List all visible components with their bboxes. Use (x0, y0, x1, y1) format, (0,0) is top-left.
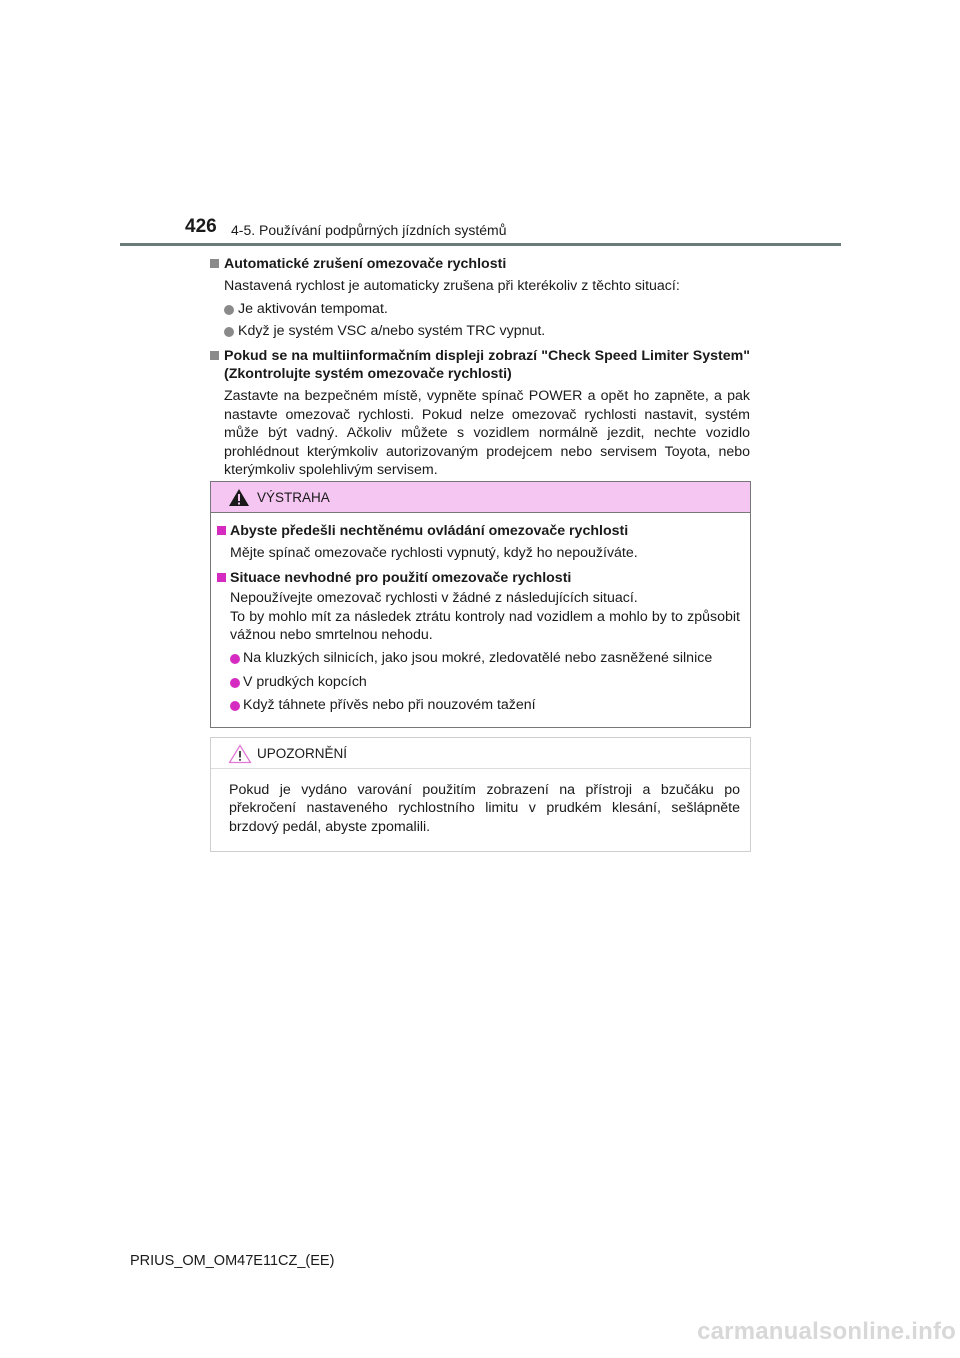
square-bullet-icon (217, 526, 226, 535)
list-item: Na kluzkých silnicích, jako jsou mokré, zledovatělé nebo zasněžené silnice (217, 649, 740, 667)
section-text: Nastavená rychlost je automaticky zrušena při kterékoliv z těchto situací: (224, 278, 680, 295)
section-text: Zastavte na bezpečném místě, vypněte spínač POWER a opět ho zapněte, a pak nastavte omezovač rychlosti. Pokud nelze omezovač rychlosti nastavit, systém může být vadný. Ačkoliv můžete s vozidlem normálně jezdit, nechte vozidlo prohlédnout kterýmkoliv autorizovaným prodejcem nebo servisem Toyota, nebo kterýmkoliv spolehlivým servisem. (224, 388, 750, 479)
warning-item-text: Mějte spínač omezovače rychlosti vypnutý, když ho nepoužíváte. (230, 545, 638, 562)
list-item: Je aktivován tempomat. (210, 300, 750, 318)
section-title: 4-5. Používání podpůrných jízdních systémů (231, 222, 507, 238)
list-item: V prudkých kopcích (217, 673, 740, 691)
page-header (0, 0, 960, 250)
notice-body (211, 769, 750, 836)
circle-bullet-icon (230, 654, 240, 664)
circle-bullet-icon (224, 305, 234, 315)
warning-label: VÝSTRAHA (257, 490, 330, 505)
notice-text: Pokud je vydáno varování použitím zobrazení na přístroji a bzučáku po překročení nastaveného rychlostního limitu v prudkém klesání, sešlápněte brzdový pedál, abyste zpomalili. (229, 782, 740, 835)
notice-label: UPOZORNĚNÍ (257, 746, 348, 761)
circle-bullet-icon (230, 701, 240, 711)
section-heading-auto-cancel: Automatické zrušení omezovače rychlosti (210, 255, 750, 273)
square-bullet-icon (217, 573, 226, 582)
watermark: carmanualsonline.info (697, 1318, 956, 1345)
main-content (210, 255, 750, 479)
notice-header (211, 738, 750, 769)
page-number: 426 (185, 216, 217, 237)
warning-body (211, 513, 750, 715)
warning-item-heading: Abyste předešli nechtěnému ovládání omezovače rychlosti (217, 522, 740, 540)
circle-bullet-icon (224, 327, 234, 337)
document-code: PRIUS_OM_OM47E11CZ_(EE) (130, 1253, 335, 1269)
list-item: Když táhnete přívěs nebo při nouzovém tažení (217, 696, 740, 714)
section-heading-check-system: Pokud se na multiinformačním displeji zobrazí "Check Speed Limiter System" (Zkontrolujte systém omezovače rychlosti) (210, 347, 750, 384)
notice-box (210, 737, 751, 852)
caution-triangle-icon (228, 744, 252, 764)
square-bullet-icon (210, 259, 219, 268)
square-bullet-icon (210, 351, 219, 360)
list-item: Když je systém VSC a/nebo systém TRC vypnut. (210, 322, 750, 340)
circle-bullet-icon (230, 678, 240, 688)
warning-box (210, 481, 751, 728)
header-rule (120, 243, 841, 246)
warning-triangle-icon (228, 488, 250, 507)
warning-item-heading: Situace nevhodné pro použití omezovače rychlosti (217, 569, 740, 587)
warning-header (211, 482, 750, 513)
warning-item-text: Nepoužívejte omezovač rychlosti v žádné z následujících situací. (230, 590, 638, 607)
warning-item-text: To by mohlo mít za následek ztrátu kontroly nad vozidlem a mohlo by to způsobit vážnou nebo smrtelnou nehodu. (230, 608, 740, 644)
